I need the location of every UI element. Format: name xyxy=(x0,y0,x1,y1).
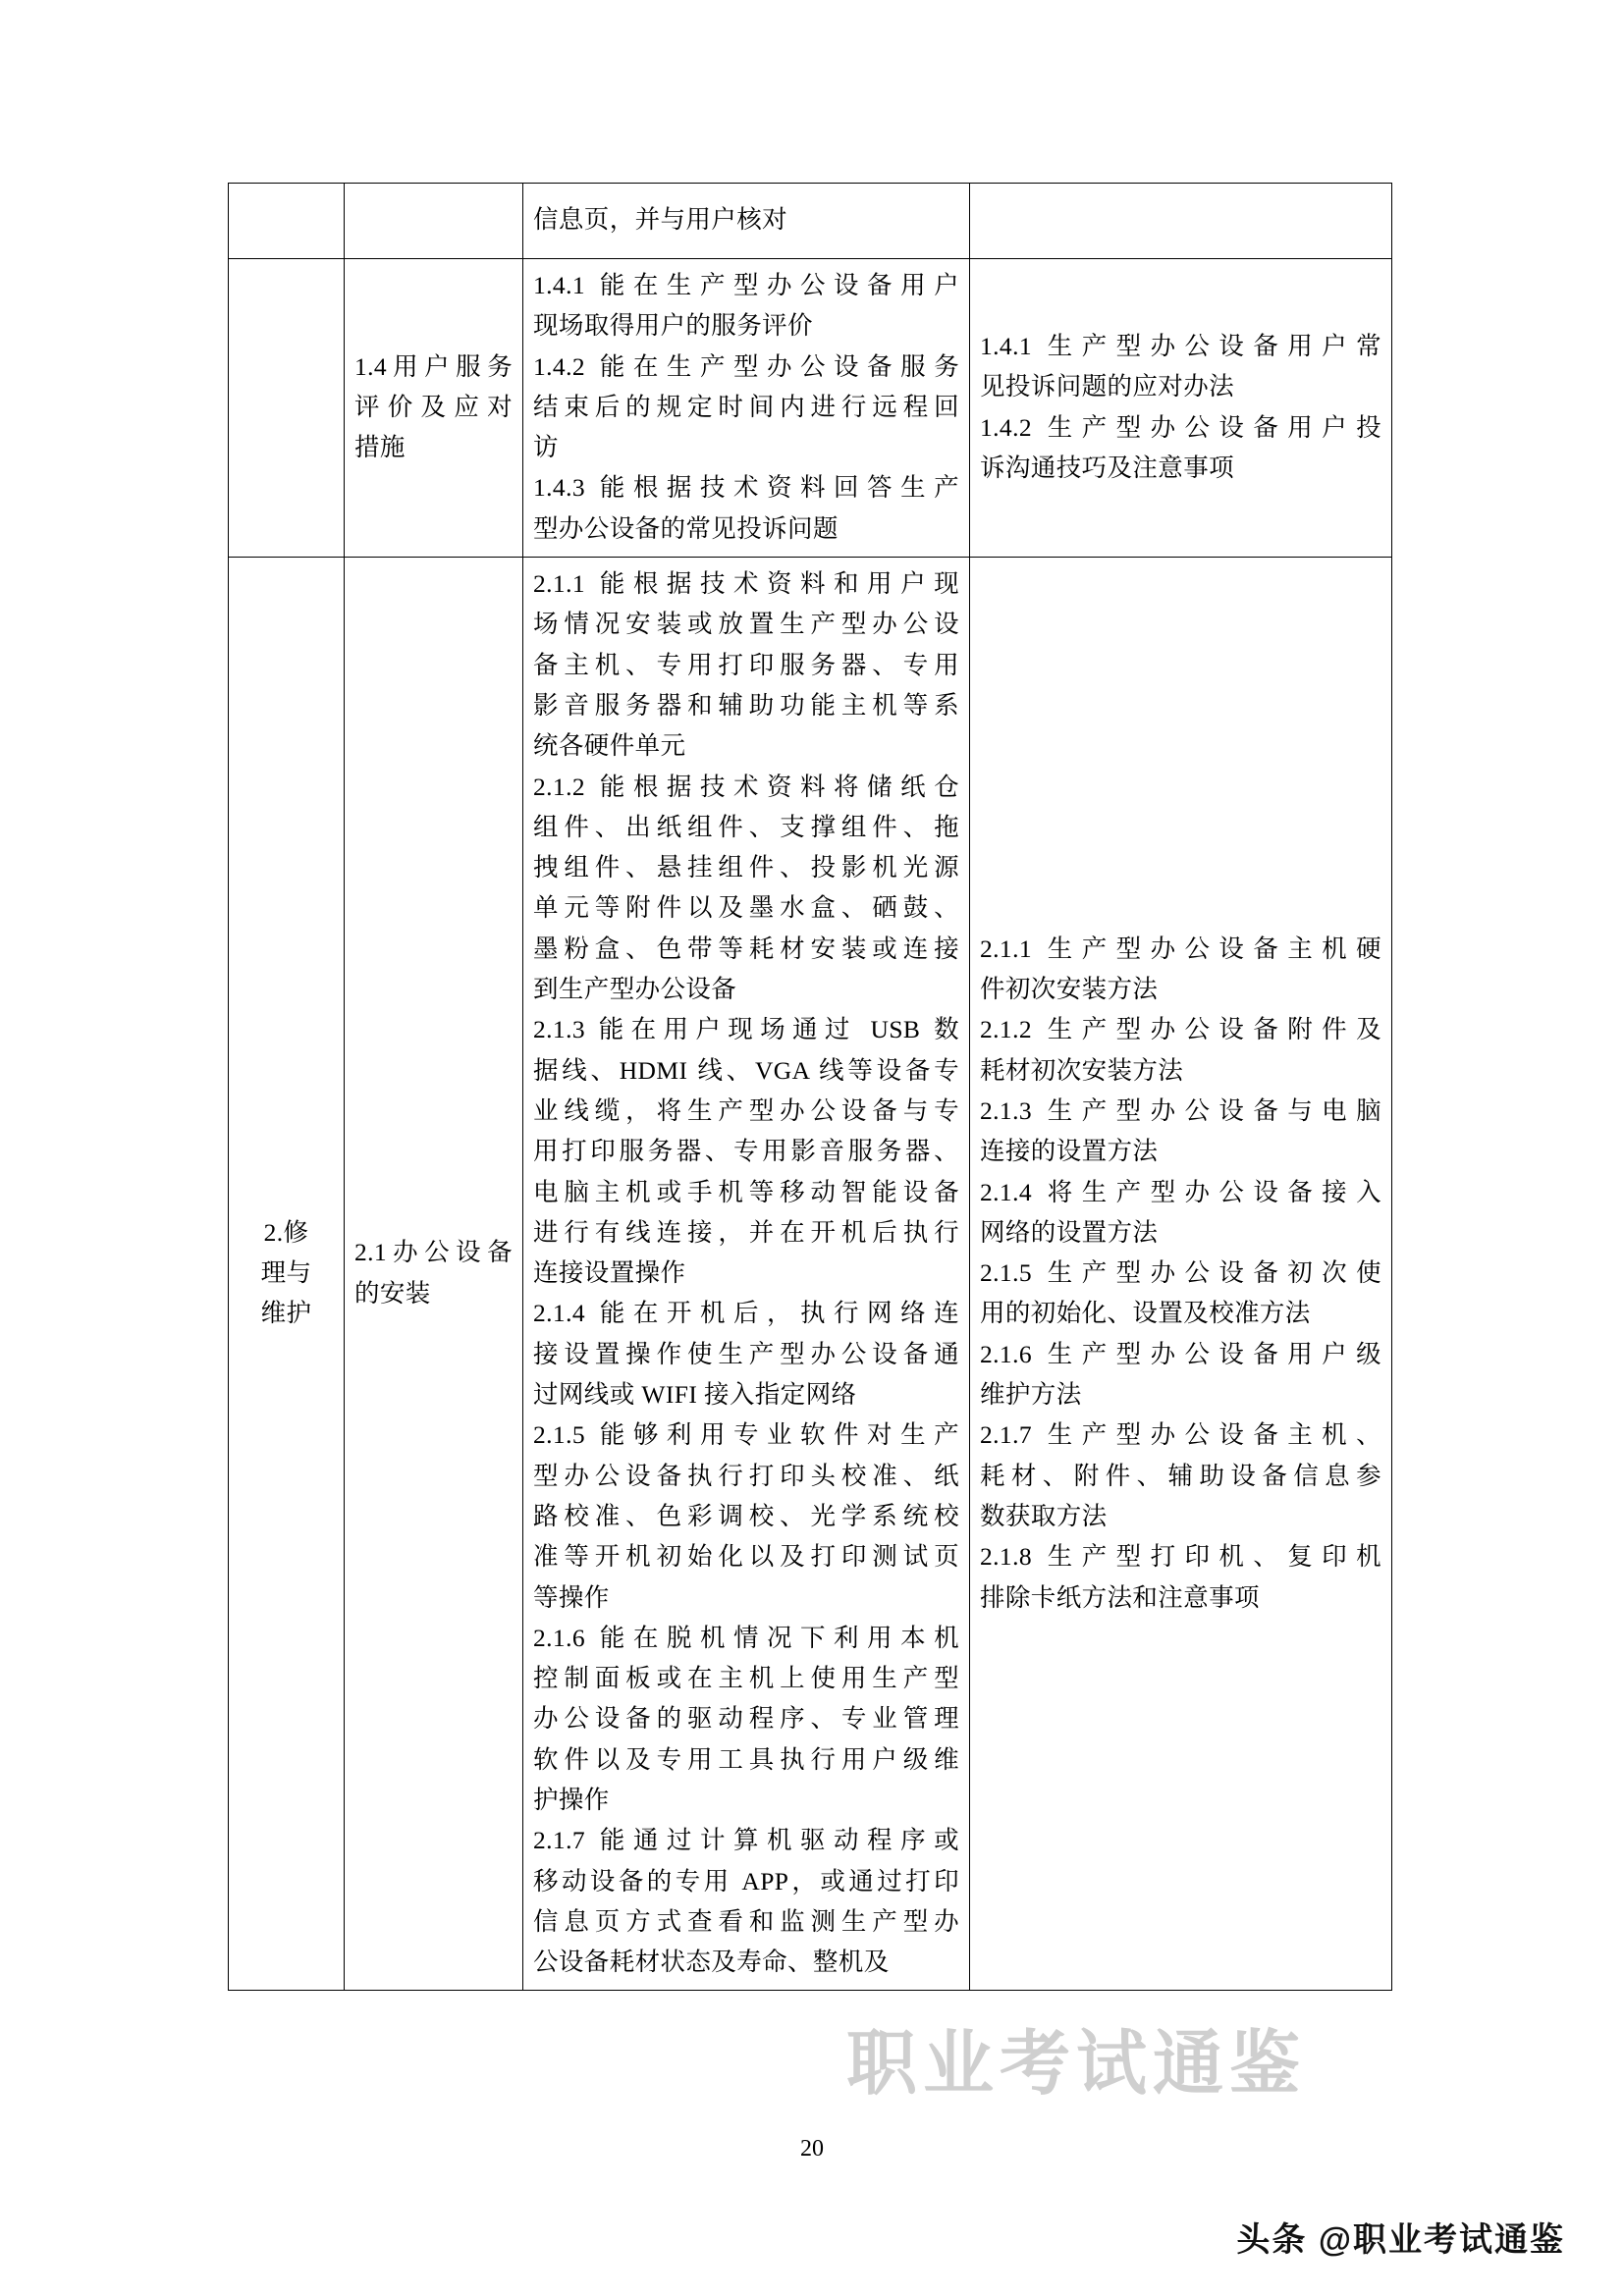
text-line: 2.1.2 能根据技术资料将储纸仓 xyxy=(533,772,959,801)
text-line: 2.1办公设备 xyxy=(354,1238,513,1267)
text-line: 2.1.7 生产型办公设备主机、 xyxy=(980,1420,1381,1450)
text-line: 统各硬件单元 xyxy=(533,731,686,761)
text-line: 进行有线连接，并在开机后执行 xyxy=(533,1217,959,1247)
cell-work-content xyxy=(345,558,523,1991)
text-line: 业线缆，将生产型办公设备与专 xyxy=(533,1095,959,1125)
text-line: 数获取方法 xyxy=(980,1501,1108,1530)
text-line: 连接设置操作 xyxy=(533,1258,686,1288)
text-line: 措施 xyxy=(354,433,406,462)
text-line: 护操作 xyxy=(533,1785,610,1814)
text-line: 型办公设备执行打印头校准、纸 xyxy=(533,1461,959,1490)
text-line: 场情况安装或放置生产型办公设 xyxy=(533,610,959,639)
text-line: 2.1.1 生产型办公设备主机硬 xyxy=(980,934,1381,963)
text-line: 访 xyxy=(533,433,559,462)
cell-related-knowledge xyxy=(970,259,1392,558)
text-line: 单元等附件以及墨水盒、硒鼓、 xyxy=(533,893,959,923)
cell-work-content xyxy=(345,184,523,259)
page-number: 20 xyxy=(800,2136,824,2162)
text-line: 诉沟通技巧及注意事项 xyxy=(980,453,1235,482)
text-line: 2.1.1 能根据技术资料和用户现 xyxy=(533,569,959,599)
text-line: 2.1.4 将生产型办公设备接入 xyxy=(980,1177,1381,1206)
text-line: 现场取得用户的服务评价 xyxy=(533,311,813,341)
text-line: 2.1.6 生产型办公设备用户级 xyxy=(980,1339,1381,1368)
text-line: 用打印服务器、专用影音服务器、 xyxy=(533,1137,959,1166)
text-line: 见投诉问题的应对办法 xyxy=(980,372,1235,401)
text-line: 移动设备的专用 APP，或通过打印 xyxy=(533,1866,959,1896)
text-line: 2.1.7 能通过计算机驱动程序或 xyxy=(533,1826,959,1855)
text-line: 准等开机初始化以及打印测试页 xyxy=(533,1542,959,1572)
text-line: 耗材、附件、辅助设备信息参 xyxy=(980,1461,1381,1490)
table-row xyxy=(229,259,1392,558)
text-line: 维护 xyxy=(260,1299,312,1328)
cell-related-knowledge xyxy=(970,558,1392,1991)
text-line: 用的初始化、设置及校准方法 xyxy=(980,1299,1311,1328)
text-line: 2.1.4 能在开机后，执行网络连 xyxy=(533,1299,959,1328)
table-row xyxy=(229,558,1392,1991)
text-line: 2.1.2 生产型办公设备附件及 xyxy=(980,1015,1381,1044)
cell-job-category xyxy=(229,259,345,558)
text-line: 到生产型办公设备 xyxy=(533,975,737,1004)
text-line: 2.1.3 生产型办公设备与电脑 xyxy=(980,1095,1381,1125)
text-line: 信息页方式查看和监测生产型办 xyxy=(533,1906,959,1936)
text-line: 路校准、色彩调校、光学系统校 xyxy=(533,1501,959,1530)
text-line: 件初次安装方法 xyxy=(980,975,1159,1004)
text-line: 1.4.2 生产型办公设备用户投 xyxy=(980,412,1381,442)
text-line: 1.4用户服务 xyxy=(354,351,513,381)
text-line: 公设备耗材状态及寿命、整机及 xyxy=(533,1948,890,1977)
text-line: 1.4.1 能在生产型办公设备用户 xyxy=(533,271,959,299)
text-line: 1.4.1 生产型办公设备用户常 xyxy=(980,331,1381,360)
text-line: 耗材初次安装方法 xyxy=(980,1055,1184,1085)
text-line: 的安装 xyxy=(354,1278,431,1308)
text-line: 型办公设备的常见投诉问题 xyxy=(533,513,839,543)
watermark: 职业考试通鉴 xyxy=(846,2025,1307,2104)
text-line: 2.1.5 能够利用专业软件对生产 xyxy=(533,1420,959,1450)
branding-label: 头条 @职业考试通鉴 xyxy=(1236,2221,1565,2259)
cell-related-knowledge xyxy=(970,184,1392,259)
text-line: 拽组件、悬挂组件、投影机光源 xyxy=(533,853,959,882)
cell-work-content xyxy=(345,259,523,558)
table-row xyxy=(229,184,1392,259)
text-line: 2.修 xyxy=(263,1217,309,1247)
text-line: 排除卡纸方法和注意事项 xyxy=(980,1582,1260,1612)
text-line: 2.1.8 生产型打印机、复印机 xyxy=(980,1542,1381,1572)
text-line: 影音服务器和辅助功能主机等系 xyxy=(533,690,959,720)
text-line: 1.4.3 能根据技术资料回答生产 xyxy=(533,473,959,503)
cell-skill-requirement xyxy=(523,558,970,1991)
text-line: 控制面板或在主机上使用生产型 xyxy=(533,1664,959,1693)
cell-skill-requirement xyxy=(523,259,970,558)
text-line: 软件以及专用工具执行用户级维 xyxy=(533,1744,959,1774)
text-line: 2.1.5 生产型办公设备初次使 xyxy=(980,1258,1381,1288)
text-line: 维护方法 xyxy=(980,1380,1082,1410)
text-line: 连接的设置方法 xyxy=(980,1137,1159,1166)
cell-job-category xyxy=(229,184,345,259)
text-line: 组件、出纸组件、支撑组件、拖 xyxy=(533,812,959,841)
text-line: 1.4.2 能在生产型办公设备服务 xyxy=(533,351,959,381)
cell-job-category xyxy=(229,558,345,1991)
text-line: 2.1.3 能在用户现场通过 USB 数 xyxy=(533,1015,959,1044)
text-line: 理与 xyxy=(260,1258,312,1288)
text-line: 据线、HDMI 线、VGA 线等设备专 xyxy=(533,1055,959,1085)
text-line: 信息页，并与用户核对 xyxy=(533,205,788,235)
text-line: 备主机、专用打印服务器、专用 xyxy=(533,650,959,679)
text-line: 网络的设置方法 xyxy=(980,1217,1159,1247)
text-line: 电脑主机或手机等移动智能设备 xyxy=(533,1177,959,1206)
text-line: 等操作 xyxy=(533,1582,610,1612)
skill-requirements-table xyxy=(228,183,1392,1991)
text-line: 办公设备的驱动程序、专业管理 xyxy=(533,1704,959,1734)
text-line: 过网线或 WIFI 接入指定网络 xyxy=(533,1380,857,1410)
text-line: 评价及应对 xyxy=(354,392,513,421)
text-line: 墨粉盒、色带等耗材安装或连接 xyxy=(533,934,959,963)
text-line: 结束后的规定时间内进行远程回 xyxy=(533,392,959,421)
cell-skill-requirement xyxy=(523,184,970,259)
text-line: 2.1.6 能在脱机情况下利用本机 xyxy=(533,1623,959,1652)
text-line: 接设置操作使生产型办公设备通 xyxy=(533,1339,959,1368)
